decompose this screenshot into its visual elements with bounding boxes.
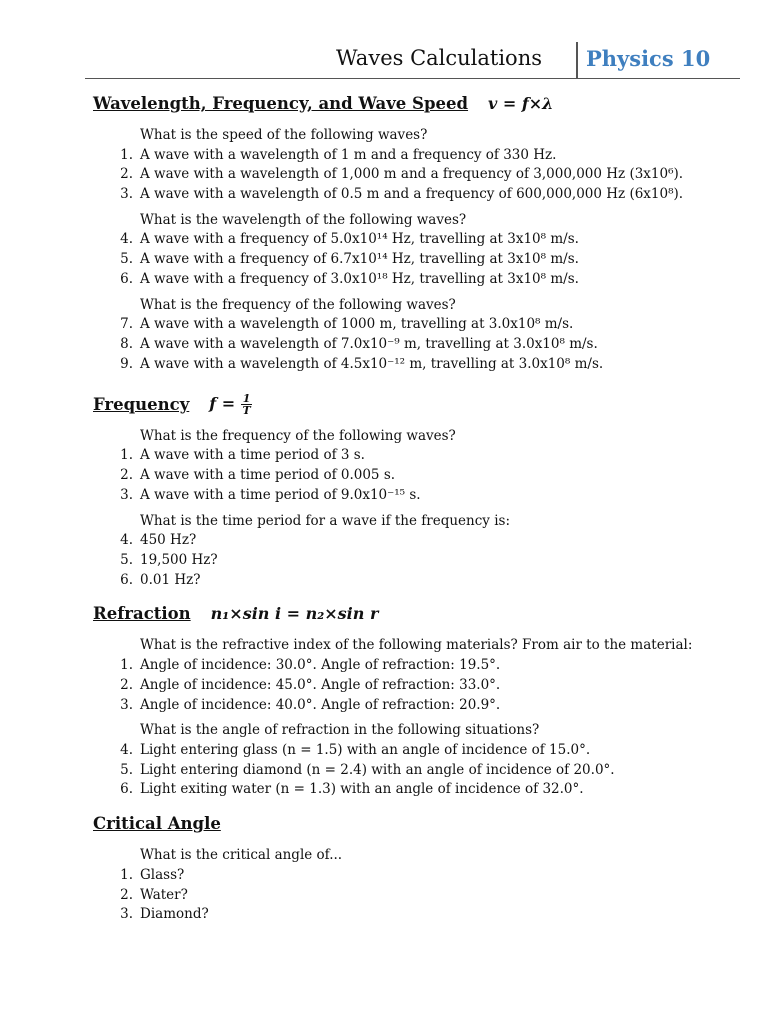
wave-speed-formula: v = f×λ bbox=[488, 94, 554, 113]
list-item bbox=[93, 696, 733, 716]
question-number: 2. bbox=[120, 676, 133, 693]
question-prompt: What is the angle of refraction in the following situations? bbox=[140, 722, 540, 739]
frequency-formula bbox=[209, 393, 252, 416]
question-text: A wave with a frequency of 3.0x10¹⁸ Hz, travelling at 3x10⁸ m/s. bbox=[140, 270, 579, 287]
question-number: 5. bbox=[120, 761, 133, 778]
question-number: 1. bbox=[120, 656, 133, 673]
list-item bbox=[93, 905, 733, 925]
question-number: 2. bbox=[120, 886, 133, 903]
question-prompt: What is the critical angle of... bbox=[140, 847, 343, 864]
question-number: 6. bbox=[120, 781, 133, 798]
question-text: A wave with a wavelength of 0.5 m and a frequency of 600,000,000 Hz (6x10⁸). bbox=[140, 186, 684, 203]
list-item bbox=[93, 656, 733, 676]
question-text: 0.01 Hz? bbox=[140, 571, 201, 588]
page-header bbox=[0, 40, 740, 80]
question-text: Angle of incidence: 45.0°. Angle of refraction: 33.0°. bbox=[140, 676, 501, 693]
section-critical-angle bbox=[93, 814, 733, 925]
header-subject: Physics 10 bbox=[586, 46, 711, 71]
question-number: 6. bbox=[120, 270, 133, 287]
question-number: 7. bbox=[120, 316, 133, 333]
question-text: Angle of incidence: 40.0°. Angle of refraction: 20.9°. bbox=[140, 696, 501, 713]
section-heading bbox=[93, 814, 733, 840]
list-item bbox=[93, 446, 733, 466]
section-title: Frequency bbox=[93, 395, 190, 415]
formula-numerator: 1 bbox=[242, 392, 251, 406]
section-title: Refraction bbox=[93, 604, 191, 624]
question-number: 5. bbox=[120, 251, 133, 268]
question-number: 3. bbox=[120, 696, 133, 713]
refraction-formula: n₁×sin i = n₂×sin r bbox=[210, 604, 379, 624]
question-group bbox=[93, 721, 733, 800]
question-text: Water? bbox=[140, 886, 188, 903]
question-text: A wave with a time period of 3 s. bbox=[140, 447, 365, 464]
header-rule bbox=[85, 78, 740, 79]
question-text: A wave with a frequency of 6.7x10¹⁴ Hz, travelling at 3x10⁸ m/s. bbox=[140, 251, 579, 268]
question-group bbox=[93, 636, 733, 715]
question-number: 4. bbox=[120, 532, 133, 549]
question-group bbox=[93, 846, 733, 925]
question-text: 19,500 Hz? bbox=[140, 551, 218, 568]
question-prompt: What is the refractive index of the following materials? From air to the material: bbox=[140, 637, 693, 654]
list-item bbox=[93, 866, 733, 886]
question-text: A wave with a time period of 9.0x10⁻¹⁵ s. bbox=[140, 486, 421, 503]
question-number: 2. bbox=[120, 166, 133, 183]
section-heading bbox=[93, 604, 733, 630]
question-number: 1. bbox=[120, 866, 133, 883]
question-number: 2. bbox=[120, 466, 133, 483]
list-item bbox=[93, 571, 733, 591]
header-divider bbox=[576, 42, 578, 78]
section-title: Critical Angle bbox=[93, 814, 221, 834]
question-text: 450 Hz? bbox=[140, 532, 197, 549]
question-group bbox=[93, 296, 733, 375]
question-group bbox=[93, 512, 733, 591]
list-item bbox=[93, 185, 733, 205]
list-item bbox=[93, 335, 733, 355]
section-wave-speed bbox=[93, 94, 733, 375]
list-item bbox=[93, 230, 733, 250]
question-number: 9. bbox=[120, 355, 133, 372]
list-item bbox=[93, 741, 733, 761]
question-number: 1. bbox=[120, 146, 133, 163]
list-item bbox=[93, 551, 733, 571]
question-prompt: What is the time period for a wave if the frequency is: bbox=[140, 512, 511, 529]
section-refraction bbox=[93, 604, 733, 800]
list-item bbox=[93, 146, 733, 166]
question-number: 8. bbox=[120, 336, 133, 353]
question-text: Angle of incidence: 30.0°. Angle of refraction: 19.5°. bbox=[140, 656, 501, 673]
list-item bbox=[93, 486, 733, 506]
question-number: 4. bbox=[120, 231, 133, 248]
question-group bbox=[93, 427, 733, 506]
question-text: A wave with a wavelength of 1,000 m and a frequency of 3,000,000 Hz (3x10⁶). bbox=[140, 166, 684, 183]
question-number: 3. bbox=[120, 486, 133, 503]
section-heading bbox=[93, 389, 733, 421]
question-text: Glass? bbox=[140, 866, 185, 883]
list-item bbox=[93, 165, 733, 185]
question-text: Diamond? bbox=[140, 906, 209, 923]
question-prompt: What is the frequency of the following waves? bbox=[140, 296, 456, 313]
question-text: A wave with a wavelength of 4.5x10⁻¹² m, travelling at 3.0x10⁸ m/s. bbox=[140, 355, 604, 372]
question-number: 3. bbox=[120, 186, 133, 203]
question-text: Light entering diamond (n = 2.4) with an angle of incidence of 20.0°. bbox=[140, 761, 615, 778]
question-group bbox=[93, 126, 733, 205]
question-number: 4. bbox=[120, 741, 133, 758]
question-text: Light exiting water (n = 1.3) with an angle of incidence of 32.0°. bbox=[140, 781, 584, 798]
list-item bbox=[93, 761, 733, 781]
list-item bbox=[93, 676, 733, 696]
question-text: A wave with a frequency of 5.0x10¹⁴ Hz, travelling at 3x10⁸ m/s. bbox=[140, 231, 579, 248]
question-text: Light entering glass (n = 1.5) with an angle of incidence of 15.0°. bbox=[140, 741, 591, 758]
list-item bbox=[93, 466, 733, 486]
question-text: A wave with a time period of 0.005 s. bbox=[140, 466, 396, 483]
list-item bbox=[93, 355, 733, 375]
section-frequency bbox=[93, 389, 733, 591]
question-text: A wave with a wavelength of 7.0x10⁻⁹ m, travelling at 3.0x10⁸ m/s. bbox=[140, 336, 598, 353]
question-number: 3. bbox=[120, 906, 133, 923]
question-group bbox=[93, 211, 733, 290]
formula-denominator: T bbox=[242, 404, 251, 418]
question-prompt: What is the wavelength of the following waves? bbox=[140, 211, 467, 228]
section-title: Wavelength, Frequency, and Wave Speed bbox=[93, 94, 469, 113]
formula-lhs: f = bbox=[209, 394, 236, 414]
question-prompt: What is the frequency of the following waves? bbox=[140, 427, 456, 444]
section-heading bbox=[93, 94, 733, 120]
list-item bbox=[93, 886, 733, 906]
question-prompt: What is the speed of the following waves? bbox=[140, 127, 428, 143]
list-item bbox=[93, 531, 733, 551]
question-number: 1. bbox=[120, 447, 133, 464]
question-number: 5. bbox=[120, 551, 133, 568]
question-text: A wave with a wavelength of 1000 m, travelling at 3.0x10⁸ m/s. bbox=[140, 316, 574, 333]
list-item bbox=[93, 315, 733, 335]
list-item bbox=[93, 780, 733, 800]
formula-fraction bbox=[241, 393, 253, 416]
list-item bbox=[93, 270, 733, 290]
worksheet-content bbox=[93, 94, 733, 939]
question-number: 6. bbox=[120, 571, 133, 588]
list-item bbox=[93, 250, 733, 270]
header-title: Waves Calculations bbox=[336, 46, 542, 70]
question-text: A wave with a wavelength of 1 m and a frequency of 330 Hz. bbox=[140, 146, 557, 163]
